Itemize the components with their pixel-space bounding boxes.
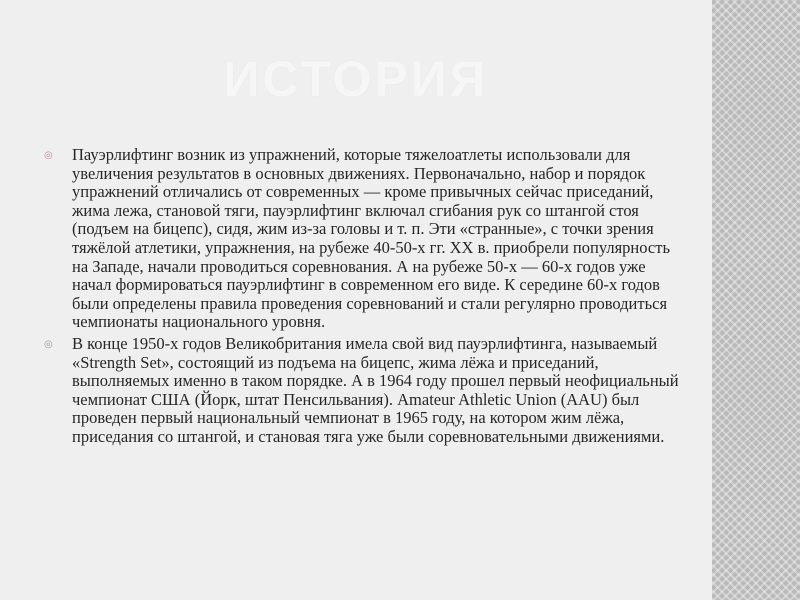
circle-bullet-icon: ◎ bbox=[44, 338, 53, 350]
list-item bbox=[44, 146, 680, 332]
bullet-text: Пауэрлифтинг возник из упражнений, которые тяжелоатлеты использовали для увеличения результатов в основных движениях. Первоначально, набор и порядок упражнений отличались от современных — кроме привычных сейчас приседаний, жима лежа, становой тяги, пауэрлифтинг включал сгибания рук со штангой стоя (подъем на бицепс), сидя, жим из-за головы и т. п. Эти «странные», с точки зрения тяжёлой атлетики, упражнения, на рубеже 40-50-х гг. XX в. приобрели популярность на Западе, начали проводиться соревнования. А на рубеже 50-х — 60-х годов уже начал формироваться пауэрлифтинг в современном его виде. К середине 60-х годов были определены правила проведения соревнований и стали регулярно проводиться чемпионаты национального уровня. bbox=[72, 145, 670, 332]
bullet-list bbox=[44, 146, 680, 450]
bullet-text: В конце 1950-х годов Великобритания имела свой вид пауэрлифтинга, называемый «Strength Set», состоящий из подъема на бицепс, жима лёжа и приседаний, выполняемых именно в таком порядке. А в 1964 году прошел первый неофициальный чемпионат США (Йорк, штат Пенсильвания). Amateur Athletic Union (AAU) был проведен первый национальный чемпионат в 1965 году, на котором жим лёжа, приседания со штангой, и становая тяга уже были соревновательными движениями. bbox=[72, 333, 679, 446]
decorative-side-stripe bbox=[712, 0, 800, 600]
circle-bullet-icon: ◎ bbox=[44, 150, 53, 161]
list-item bbox=[44, 335, 680, 447]
slide-title: ИСТОРИЯ bbox=[223, 51, 489, 107]
